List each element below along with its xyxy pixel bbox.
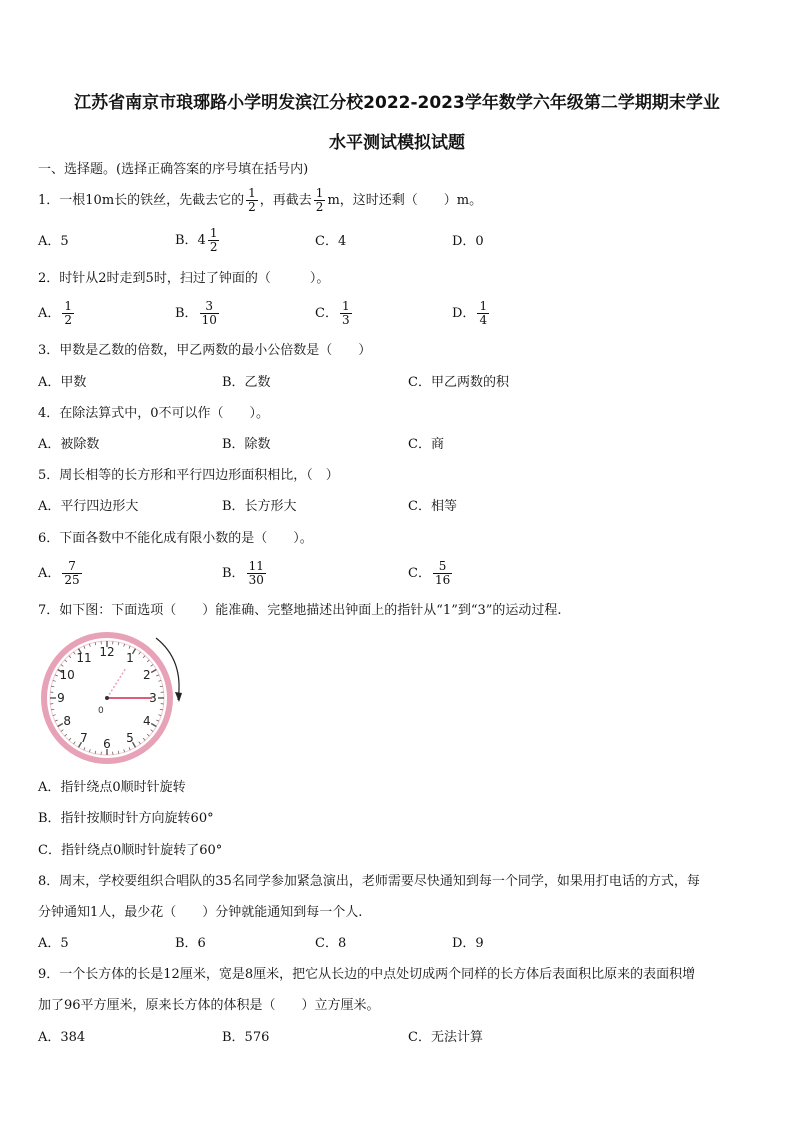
clock-number: 11	[76, 651, 92, 666]
clock-number: 2	[142, 668, 151, 682]
q3-option-b[interactable]: B．乙数	[222, 375, 271, 390]
question-5: 5．周长相等的长方形和平行四边形面积相比，（ ）	[38, 468, 339, 483]
q4-option-a[interactable]: A．被除数	[38, 437, 100, 452]
q3-option-a[interactable]: A．甲数	[38, 375, 87, 390]
clock-center-label: 0	[98, 706, 104, 716]
clock-figure	[38, 632, 188, 764]
question-9-line2: 加了96平方厘米，原来长方体的体积是（ ）立方厘米。	[38, 998, 380, 1013]
q8-option-b[interactable]: B．6	[175, 936, 206, 951]
q6-c-den: 16	[434, 573, 451, 587]
q2-a-num: 1	[64, 299, 73, 313]
q1-fraction-2	[314, 187, 326, 214]
q5-option-a[interactable]: A．平行四边形大	[38, 499, 139, 514]
question-9-line1: 9．一个长方体的长是12厘米，宽是8厘米，把它从长边的中点处切成两个同样的长方体后表面积比原来的表面积增	[38, 967, 696, 982]
q7-option-c[interactable]: C．指针绕点0顺时针旋转了60°	[38, 843, 223, 858]
q5-option-b[interactable]: B．长方形大	[222, 499, 297, 514]
q8-option-a[interactable]: A．5	[38, 936, 69, 951]
clock-number: 1	[126, 651, 134, 666]
q2-d-num: 1	[479, 299, 488, 313]
clock-number: 6	[103, 737, 111, 751]
q2-b-num: 3	[205, 299, 214, 313]
q1-option-d[interactable]: D．0	[452, 234, 484, 249]
clock-center-dot	[105, 696, 109, 700]
q6-option-c[interactable]	[408, 558, 454, 590]
q1-text-a: 1．一根10m长的铁丝，先截去它的	[38, 193, 245, 208]
question-8-line1: 8．周末，学校要组织合唱队的35名同学参加紧急演出，老师需要尽快通知到每一个同学，如果用打电话的方式，每	[38, 874, 700, 889]
q1-option-b-fraction	[208, 227, 220, 254]
clock-number: 8	[63, 714, 72, 728]
q9-option-a[interactable]: A．384	[38, 1030, 86, 1045]
q1-option-b[interactable]	[175, 226, 221, 256]
q6-a-num: 7	[68, 559, 76, 573]
q9-option-c[interactable]: C．无法计算	[408, 1030, 483, 1045]
q2-a-den: 2	[64, 313, 73, 327]
q1-option-a[interactable]: A．5	[38, 234, 69, 249]
q1-option-b-label: B．4	[175, 233, 206, 248]
q2-option-a[interactable]	[38, 298, 76, 330]
q2-option-d[interactable]	[452, 298, 491, 330]
q1-option-b-den: 2	[209, 240, 218, 254]
clock-number: 5	[126, 730, 134, 745]
q2-b-den: 10	[201, 313, 217, 327]
clock-number: 10	[59, 668, 75, 682]
q8-option-c[interactable]: C．8	[315, 936, 347, 951]
q2-option-c-label: C．	[315, 306, 338, 321]
q2-option-d-label: D．	[452, 306, 476, 321]
q2-option-b-label: B．	[175, 306, 198, 321]
q2-option-a-label: A．	[38, 306, 61, 321]
q6-option-b-fraction	[247, 560, 266, 587]
q1-fraction-1	[246, 187, 258, 214]
q9-option-b[interactable]: B．576	[222, 1030, 270, 1045]
q7-option-b[interactable]: B．指针按顺时针方向旋转60°	[38, 811, 214, 826]
clock-number: 9	[57, 691, 65, 705]
q6-option-a[interactable]	[38, 558, 84, 590]
q1-option-b-num: 1	[209, 226, 218, 240]
q2-option-b-fraction	[200, 300, 219, 327]
q1-f2-num: 1	[315, 186, 324, 200]
q1-f1-den: 2	[248, 200, 256, 214]
q1-f2-den: 2	[315, 200, 324, 214]
clock-number: 4	[142, 714, 151, 728]
clock-number: 12	[99, 645, 115, 659]
q2-option-c[interactable]	[315, 298, 354, 330]
rotation-arrowhead	[175, 692, 182, 702]
q2-c-den: 3	[341, 313, 350, 327]
question-4: 4．在除法算式中，0不可以作（ ）。	[38, 406, 270, 421]
q6-b-num: 11	[248, 559, 264, 573]
q2-c-num: 1	[341, 299, 350, 313]
page-title-line1: 江苏省南京市琅琊路小学明发滨江分校2022-2023学年数学六年级第二学期期末学业	[74, 93, 720, 113]
q6-option-a-fraction	[62, 560, 81, 587]
q4-option-b[interactable]: B．除数	[222, 437, 271, 452]
q6-b-den: 30	[248, 573, 264, 587]
question-8-line2: 分钟通知1人，最少花（ ）分钟就能通知到每一个人.	[38, 905, 363, 920]
q6-option-b-label: B．	[222, 566, 245, 581]
q4-option-c[interactable]: C．商	[408, 437, 444, 452]
q6-a-den: 25	[64, 573, 80, 587]
q2-option-b[interactable]	[175, 298, 221, 330]
section-heading: 一、选择题。(选择正确答案的序号填在括号内)	[38, 162, 309, 177]
clock-number: 3	[149, 691, 157, 705]
q6-option-a-label: A．	[38, 566, 61, 581]
question-1	[38, 186, 482, 216]
q1-f1-num: 1	[248, 186, 256, 200]
q2-option-a-fraction	[62, 300, 74, 327]
q6-option-c-label: C．	[408, 566, 431, 581]
q8-option-d[interactable]: D．9	[452, 936, 484, 951]
q3-option-c[interactable]: C．甲乙两数的积	[408, 375, 509, 390]
question-7: 7．如下图：下面选项（ ）能准确、完整地描述出钟面上的指针从“1”到“3”的运动过程.	[38, 603, 562, 618]
page-title-line2: 水平测试模拟试题	[329, 133, 465, 153]
q2-option-d-fraction	[477, 300, 489, 327]
q1-option-c[interactable]: C．4	[315, 234, 347, 249]
q1-text-b: ，再截去	[259, 193, 312, 208]
q7-option-a[interactable]: A．指针绕点0顺时针旋转	[38, 780, 186, 795]
q6-c-num: 5	[438, 559, 447, 573]
question-6: 6．下面各数中不能化成有限小数的是（ ）。	[38, 531, 313, 546]
q2-option-c-fraction	[340, 300, 352, 327]
q1-text-c: m，这时还剩（ ）m。	[327, 193, 483, 208]
q6-option-b[interactable]	[222, 558, 268, 590]
clock-number: 7	[80, 730, 88, 745]
q5-option-c[interactable]: C．相等	[408, 499, 457, 514]
q2-d-den: 4	[479, 313, 488, 327]
question-2: 2．时针从2时走到5时，扫过了钟面的（ ）。	[38, 271, 330, 286]
question-3: 3．甲数是乙数的倍数，甲乙两数的最小公倍数是（ ）	[38, 343, 372, 358]
q6-option-c-fraction	[433, 560, 452, 587]
